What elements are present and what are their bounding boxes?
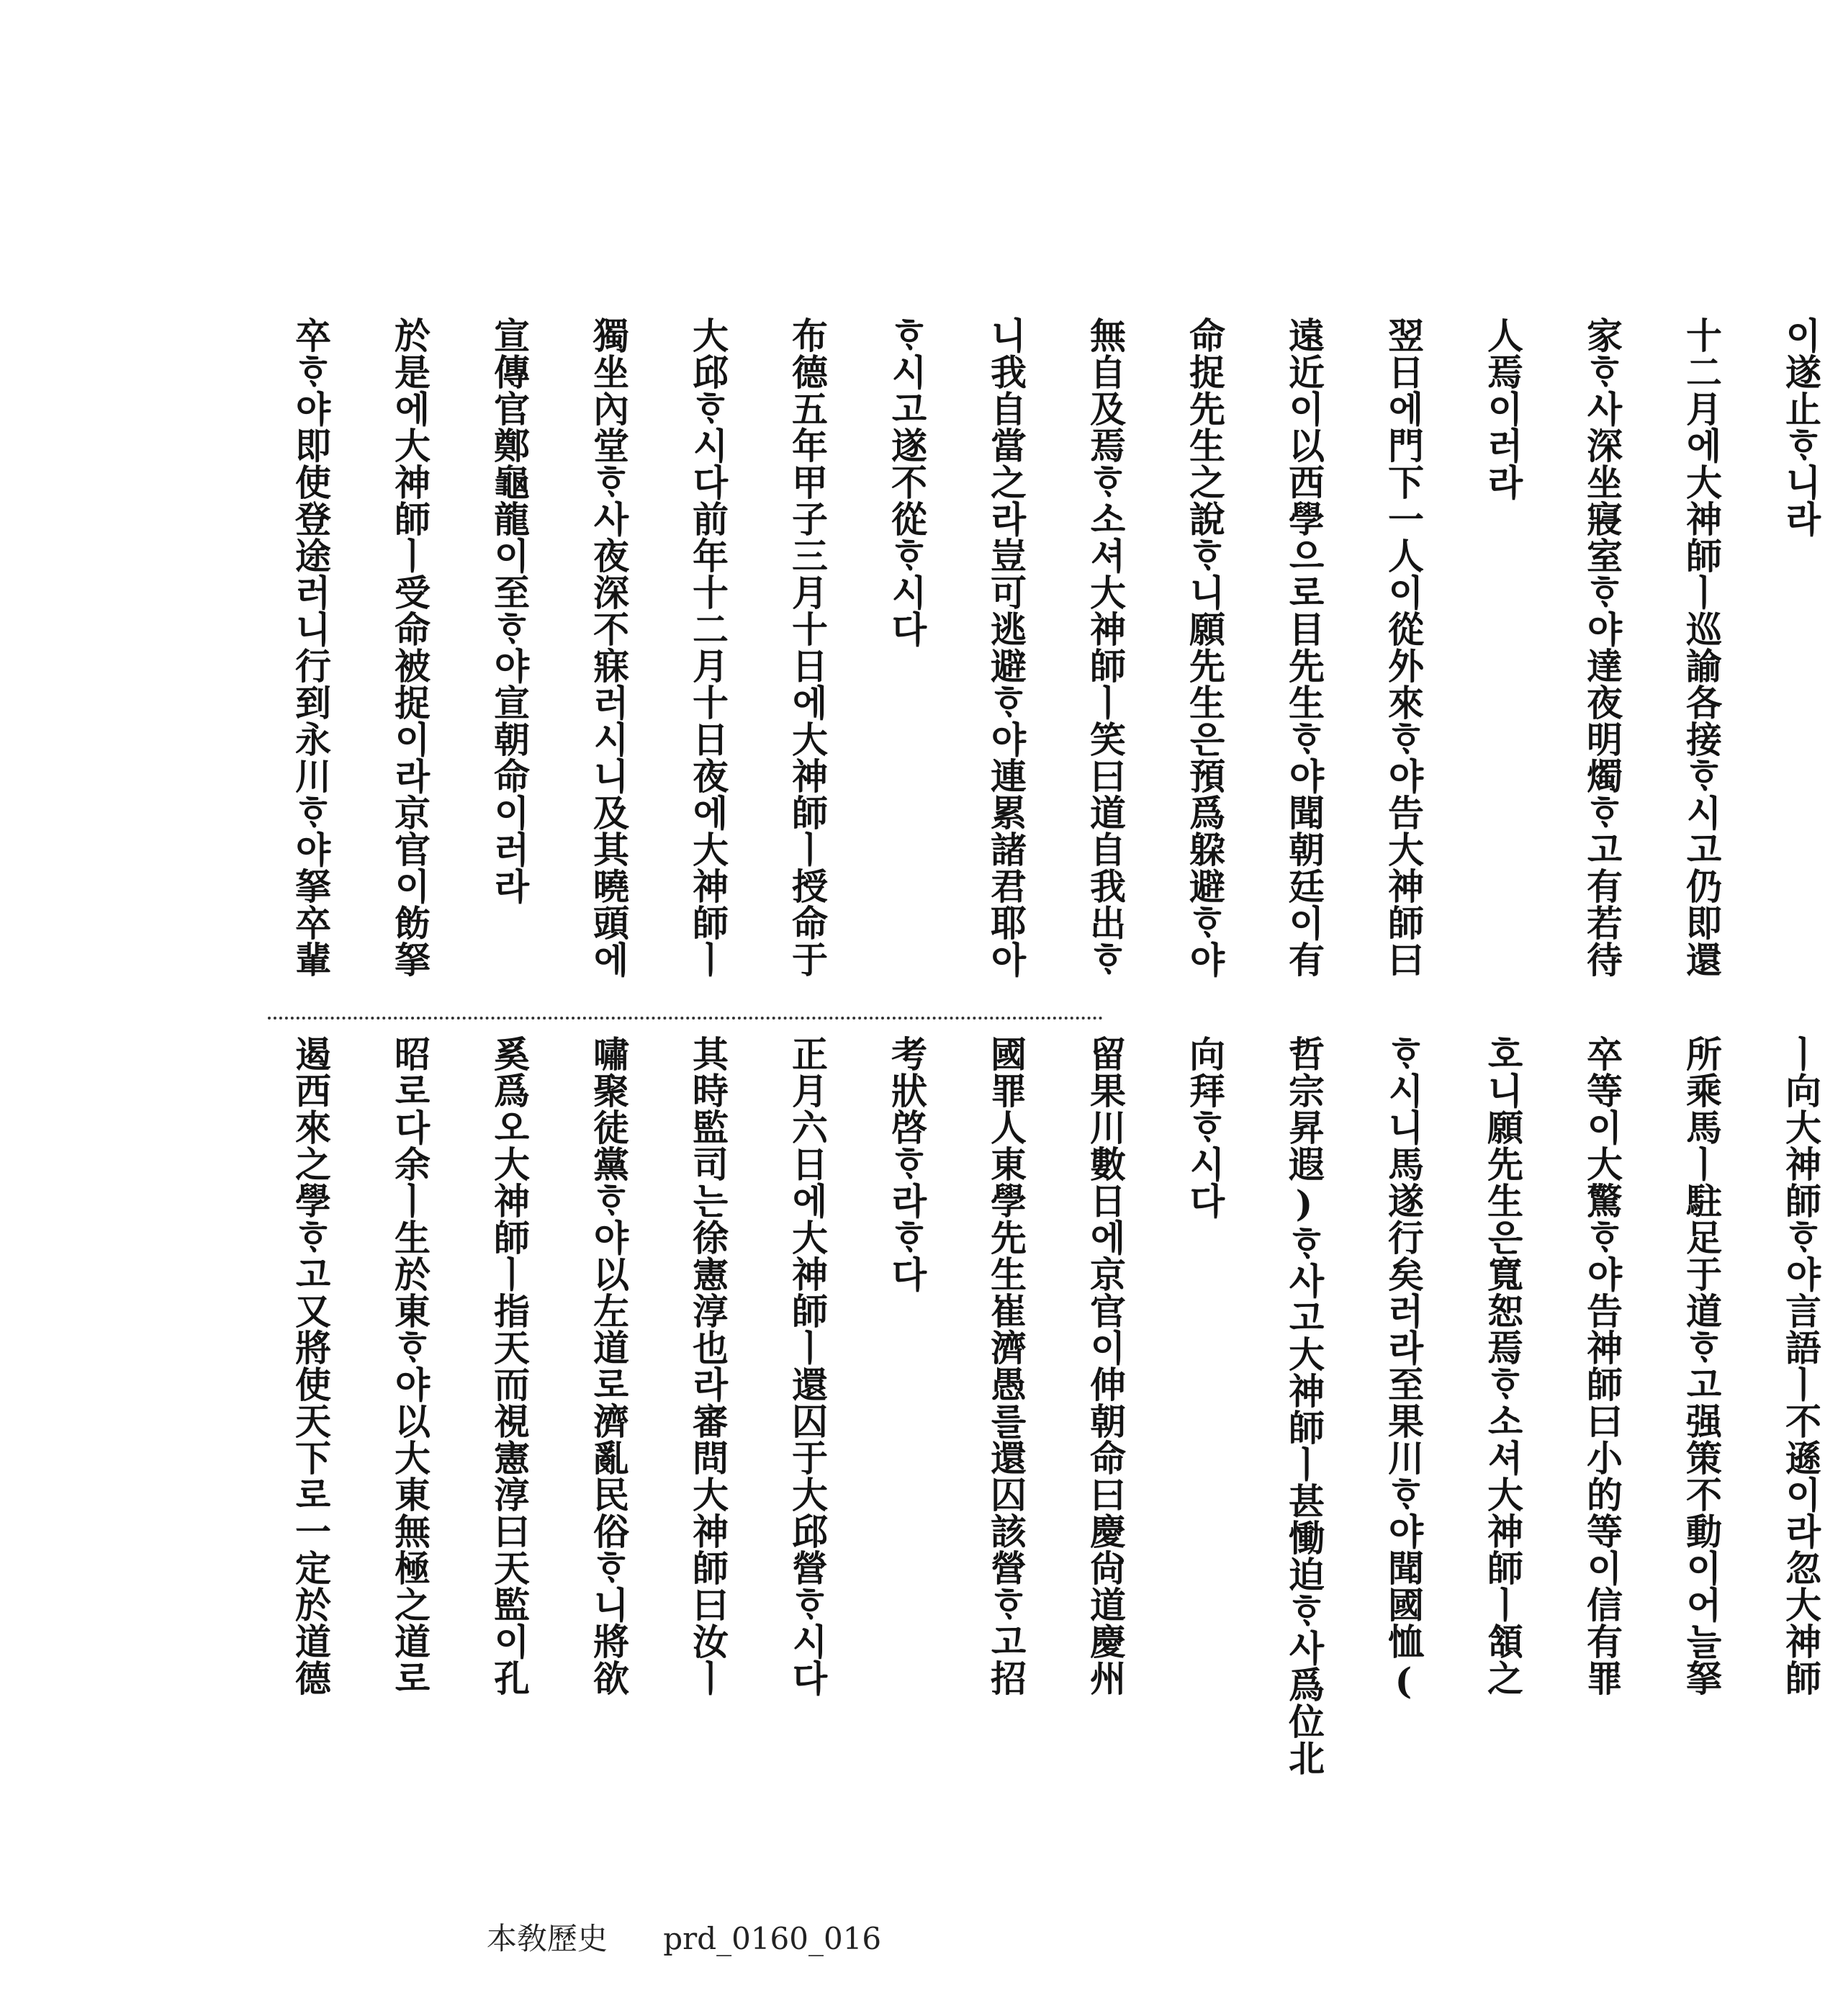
footer-page-id: prd_0160_016 bbox=[663, 1921, 882, 1956]
text-column: 正月六日에大神師ㅣ還囚于大邱營ᄒᆞ시다 bbox=[786, 1035, 829, 1696]
upper-text-block bbox=[268, 317, 1843, 1008]
text-column: 留果川數日에京官이伸朝命曰慶尙道慶州 bbox=[1084, 1035, 1127, 1696]
footer-title: 本敎歷史 bbox=[486, 1921, 608, 1956]
text-column: 니我自當之라豈可逃避ᄒᆞ야連累諸君耶아 bbox=[985, 317, 1027, 978]
text-column: 卒ᄒᆞ야即使登途러니行到永川ᄒᆞ야拏卒輩 bbox=[289, 317, 332, 978]
text-column: 於是에大神師ㅣ受命被捉이라京官이飭拏 bbox=[389, 317, 431, 978]
text-column: 哲宗昇遐)ᄒᆞ사고大神師ㅣ甚慟迫ᄒᆞ사爲位北 bbox=[1283, 1035, 1325, 1776]
page-footer bbox=[0, 1915, 1368, 1958]
text-column: 向拜ᄒᆞ시다 bbox=[1184, 1035, 1226, 1219]
text-column: 所乘馬ㅣ駐足于道ᄒᆞ고强策不動이어늘拏 bbox=[1680, 1035, 1723, 1696]
text-column: ㅣ向大神師ᄒᆞ야言語ㅣ不遜이라忽大神師 bbox=[1780, 1035, 1822, 1696]
text-column: 昭로다余ㅣ生於東ᄒᆞ야以大東無極之道로 bbox=[389, 1035, 431, 1696]
text-column: ᄒᆞ시고遂不從ᄒᆞ시다 bbox=[886, 317, 928, 647]
text-column: 遏西來之學ᄒᆞ고又將使天下로一定於道德 bbox=[289, 1035, 332, 1696]
text-column: 卒等이大驚ᄒᆞ야告神師曰小的等이信有罪 bbox=[1581, 1035, 1623, 1696]
text-column: 奚爲오大神師ㅣ指天而視憲淳曰天監이孔 bbox=[488, 1035, 531, 1696]
text-column: 十二月에大神師ㅣ巡諭各接ᄒᆞ시고仍即還 bbox=[1680, 317, 1723, 978]
section-divider bbox=[268, 1017, 1103, 1020]
text-column: 布德五年甲子三月十日에大神師ㅣ授命于 bbox=[786, 317, 829, 978]
lower-text-block bbox=[268, 1035, 1843, 1776]
text-column: 호니願先生은寬恕焉ᄒᆞ소셔大神師ㅣ頷之 bbox=[1482, 1035, 1524, 1696]
text-column: 國罪人東學先生崔濟愚를還囚該營ᄒᆞ고招 bbox=[985, 1035, 1027, 1696]
text-column: 遠近이以西學으로目先生ᄒᆞ야聞朝廷이有 bbox=[1283, 317, 1325, 978]
text-column: 獨坐內堂ᄒᆞ사夜深不寐러시니及其曉頭에 bbox=[587, 317, 630, 978]
text-column: 이遂止ᄒᆞ니라 bbox=[1780, 317, 1822, 537]
text-column: 考狀啓ᄒᆞ라ᄒᆞ다 bbox=[886, 1035, 928, 1292]
text-column: 命捉先生之說ᄒᆞ니願先生은預爲躱避ᄒᆞ야 bbox=[1184, 317, 1226, 978]
text-column: 其時監司는徐憲淳也라審問大神師曰汝ㅣ bbox=[687, 1035, 729, 1696]
text-column: 大邱ᄒᆞ시다前年十二月十日夜에大神師ㅣ bbox=[687, 317, 729, 978]
text-column: 人焉이러라 bbox=[1482, 317, 1524, 500]
text-column: 翌日에門下一人이從外來ᄒᆞ야告大神師曰 bbox=[1382, 317, 1425, 978]
text-column: 嘯聚徒黨ᄒᆞ야以左道로濟亂民俗ᄒᆞ니將欲 bbox=[587, 1035, 630, 1696]
text-column: 無自及焉ᄒᆞ소셔大神師ㅣ笑曰道自我出ᄒᆞ bbox=[1084, 317, 1127, 978]
text-column: 宣傳官鄭龜龍이至ᄒᆞ야宣朝命이러라 bbox=[488, 317, 531, 904]
text-column: 家ᄒᆞ사深坐寢室ᄒᆞ야達夜明燭ᄒᆞ고有若待 bbox=[1581, 317, 1623, 978]
text-column: ᄒᆞ시니馬遂行矣러라至果川ᄒᆞ야聞國恤( bbox=[1382, 1035, 1425, 1703]
